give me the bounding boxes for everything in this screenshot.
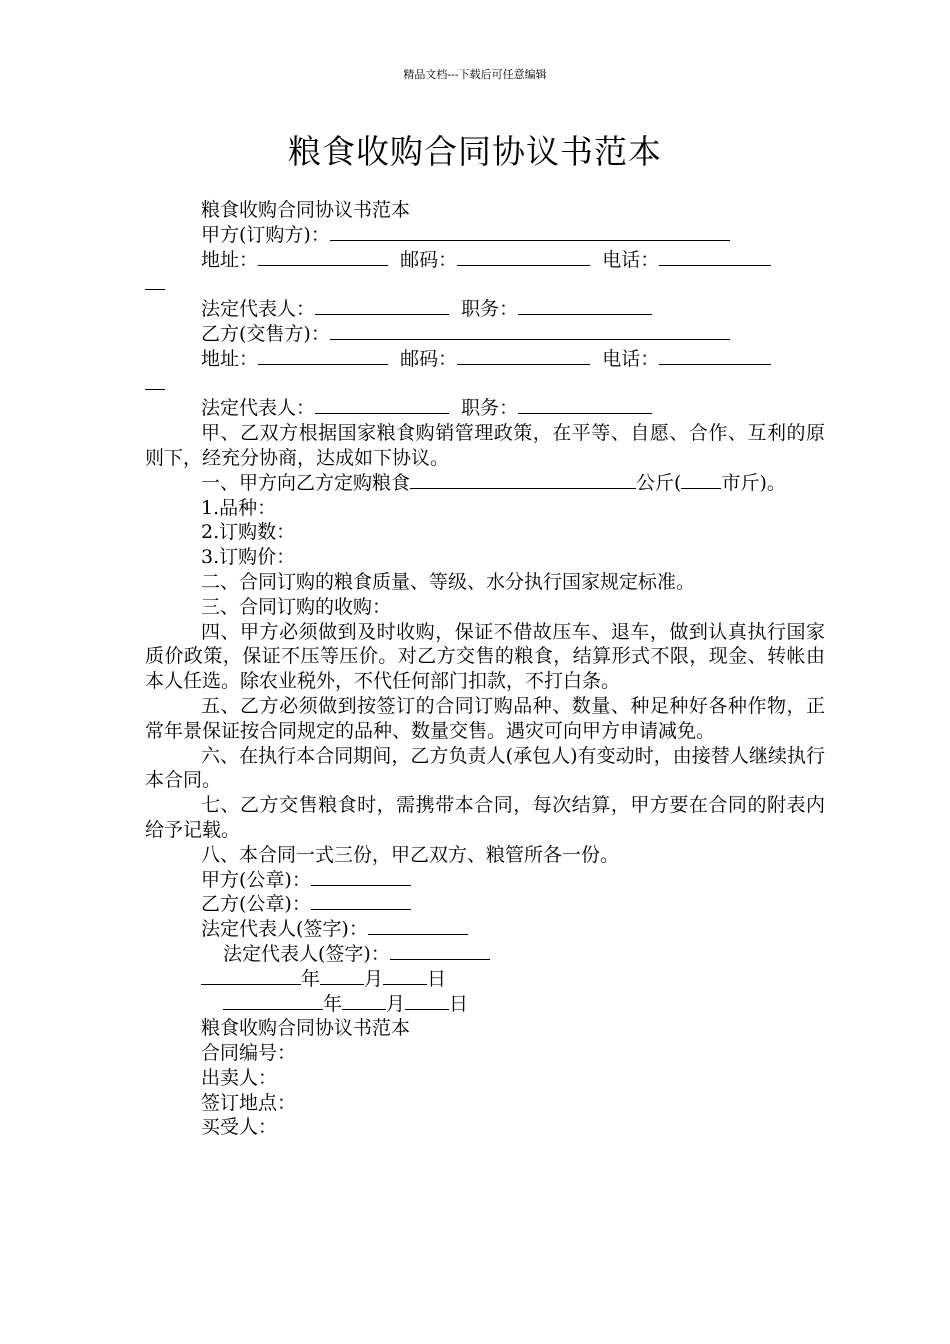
post-blank bbox=[518, 297, 652, 315]
rep-label: 法定代表人： bbox=[201, 298, 316, 321]
date-b-line: 年 月 日 bbox=[145, 992, 825, 1017]
party-a-blank bbox=[330, 223, 730, 241]
document-title: 粮食收购合同协议书范本 bbox=[288, 132, 662, 171]
article-4: 四、甲方必须做到及时收购，保证不借故压车、退车，做到认真执行国家质价政策，保证不压等压价。对乙方交售的粮食，结算形式不限，现金、转帐由本人任选。除农业税外，不代任何部门扣款，不打白条。 bbox=[145, 620, 825, 693]
party-b-rep-line bbox=[145, 396, 825, 421]
signing-place: 签订地点： bbox=[201, 1091, 297, 1114]
seal-a-line: 甲方(公章)： bbox=[145, 868, 825, 893]
article-3: 三、合同订购的收购： bbox=[201, 595, 392, 618]
item-quantity: 2.订购数： bbox=[201, 521, 296, 544]
article-1: 一、甲方向乙方定购粮食 公斤( 市斤)。 bbox=[201, 471, 786, 494]
party-a-rep-line bbox=[145, 297, 825, 322]
party-a-address-line bbox=[145, 248, 825, 273]
post-label: 职务： bbox=[461, 298, 519, 321]
subtitle: 粮食收购合同协议书范本 bbox=[201, 199, 411, 221]
article-5: 五、乙方必须做到按签订的合同订购品种、数量、种足种好各种作物，正常年景保证按合同规定的品种、数量交售。遇灾可向甲方申请减免。 bbox=[145, 694, 825, 742]
address-blank bbox=[258, 347, 388, 365]
zip-label: 邮码： bbox=[400, 248, 458, 271]
party-b-address-line bbox=[145, 347, 825, 372]
zip-blank bbox=[457, 347, 590, 365]
seller: 出卖人： bbox=[201, 1066, 278, 1089]
rep-blank bbox=[315, 396, 449, 414]
page-header: 精品文档---下载后可任意编辑 bbox=[403, 68, 547, 81]
party-a-label: 甲方(订购方)： bbox=[201, 223, 330, 246]
phone-blank bbox=[659, 248, 771, 266]
seal-b-line: 乙方(公章)： bbox=[145, 892, 825, 917]
phone-label: 电话： bbox=[602, 347, 660, 370]
article-8: 八、本合同一式三份，甲乙双方、粮管所各一份。 bbox=[201, 843, 620, 866]
item-price: 3.订购价： bbox=[201, 546, 296, 569]
phone-blank bbox=[659, 347, 771, 365]
post-blank bbox=[518, 396, 652, 414]
contract-number: 合同编号： bbox=[201, 1042, 297, 1065]
post-label: 职务： bbox=[461, 397, 519, 420]
phone-label: 电话： bbox=[602, 248, 660, 271]
buyer: 买受人： bbox=[201, 1116, 278, 1139]
article-2: 二、合同订购的粮食质量、等级、水分执行国家规定标准。 bbox=[201, 570, 696, 593]
second-contract-title: 粮食收购合同协议书范本 bbox=[201, 1017, 411, 1040]
zip-label: 邮码： bbox=[400, 347, 458, 370]
rep-label: 法定代表人： bbox=[201, 397, 316, 420]
preamble: 甲、乙双方根据国家粮食购销管理政策，在平等、自愿、合作、互利的原则下，经充分协商，达成如下协议。 bbox=[145, 422, 825, 469]
party-b-line bbox=[145, 322, 825, 347]
item-variety: 1.品种： bbox=[201, 496, 277, 519]
zip-blank bbox=[457, 248, 590, 266]
document-body bbox=[145, 198, 825, 1140]
article-6: 六、在执行本合同期间，乙方负责人(承包人)有变动时，由接替人继续执行本合同。 bbox=[145, 744, 825, 792]
date-a-line: 年 月 日 bbox=[145, 967, 825, 992]
address-blank bbox=[258, 248, 388, 266]
phone-blank-continued bbox=[145, 372, 825, 397]
sign-b-line: 法定代表人(签字)： bbox=[145, 942, 825, 967]
rep-blank bbox=[315, 297, 449, 315]
address-label: 地址： bbox=[201, 347, 259, 370]
phone-blank-continued bbox=[145, 272, 825, 297]
party-a-line bbox=[145, 223, 825, 248]
article-7: 七、乙方交售粮食时，需携带本合同，每次结算，甲方要在合同的附表内给予记载。 bbox=[145, 794, 825, 841]
party-b-blank bbox=[330, 322, 730, 340]
party-b-label: 乙方(交售方)： bbox=[201, 322, 330, 345]
sign-a-line: 法定代表人(签字)： bbox=[145, 917, 825, 942]
address-label: 地址： bbox=[201, 248, 259, 271]
